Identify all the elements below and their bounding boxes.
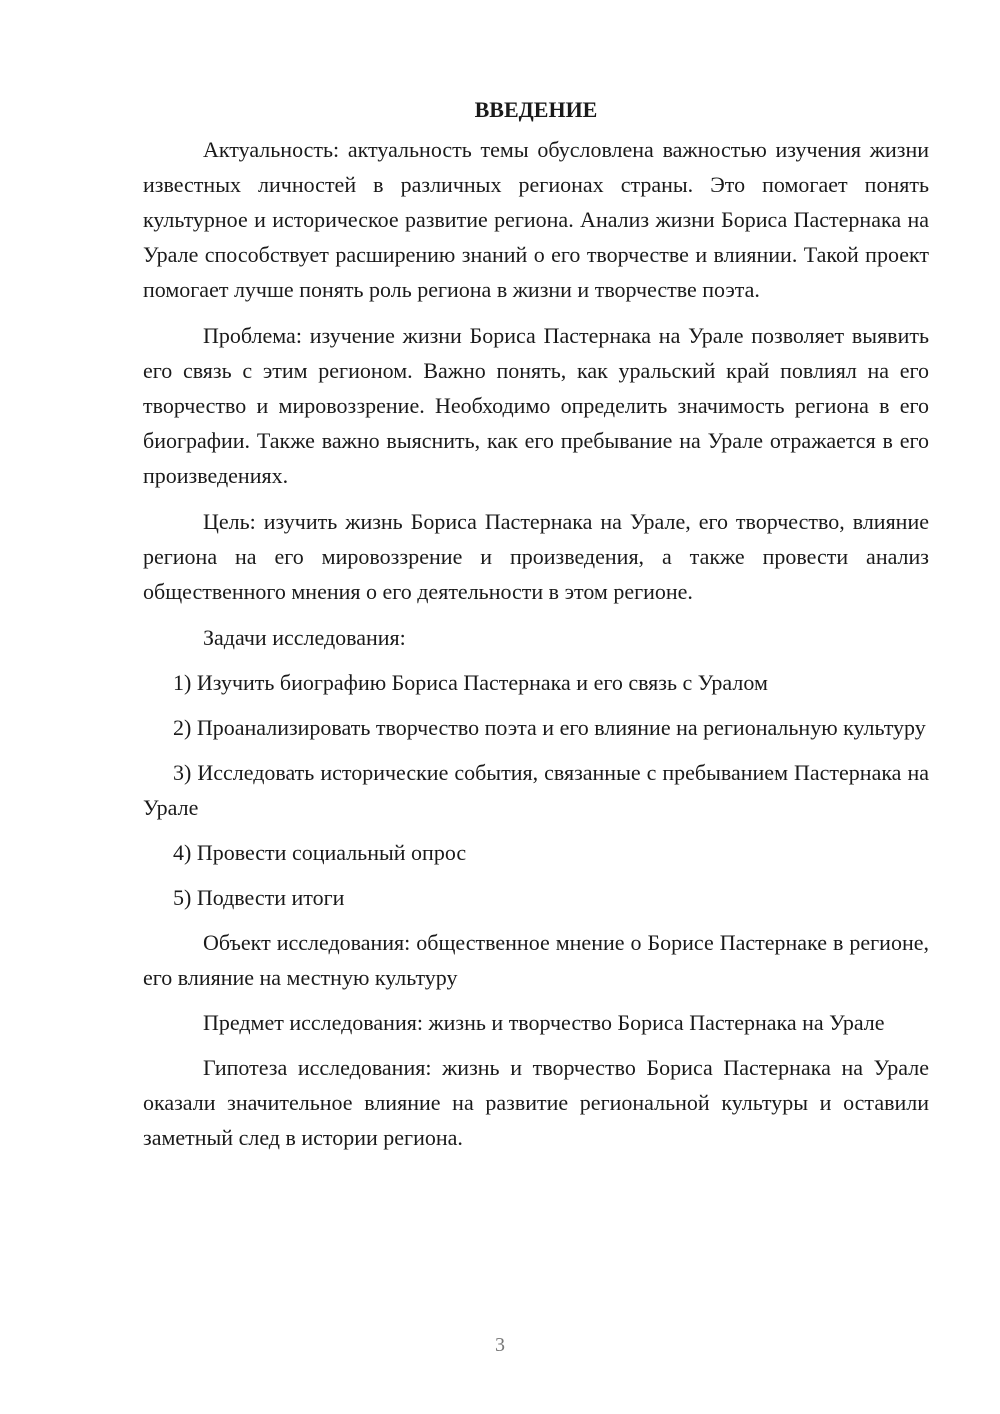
paragraph-goal: Цель: изучить жизнь Бориса Пастернака на Урале, его творчество, влияние региона на его мировоззрение и произведения, а также провести анализ общественного мнения о его деятельности в этом регионе.	[143, 509, 929, 604]
task-item-2: 2) Проанализировать творчество поэта и его влияние на региональную культуру	[173, 715, 926, 740]
tasks-heading: Задачи исследования:	[203, 625, 406, 650]
task-item-1: 1) Изучить биографию Бориса Пастернака и его связь с Уралом	[173, 670, 768, 695]
paragraph-object: Объект исследования: общественное мнение о Борисе Пастернаке в регионе, его влияние на местную культуру	[143, 930, 929, 990]
paragraph-hypothesis: Гипотеза исследования: жизнь и творчество Бориса Пастернака на Урале оказали значительное влияние на развитие региональной культуры и оставили заметный след в истории региона.	[143, 1055, 929, 1150]
page-title: ВВЕДЕНИЕ	[474, 97, 598, 122]
page-number: 3	[495, 1334, 505, 1356]
task-item-5: 5) Подвести итоги	[173, 885, 345, 910]
task-item-4: 4) Провести социальный опрос	[173, 840, 467, 865]
paragraph-problem: Проблема: изучение жизни Бориса Пастернака на Урале позволяет выявить его связь с этим регионом. Важно понять, как уральский край повлиял на его творчество и мировоззрение. Необходимо определить значимость региона в его биографии. Также важно выяснить, как его пребывание на Урале отражается в его произведениях.	[143, 323, 929, 488]
task-item-3: 3) Исследовать исторические события, связанные с пребыванием Пастернака на Урале	[143, 760, 929, 820]
document-page	[143, 92, 929, 1155]
paragraph-subject: Предмет исследования: жизнь и творчество Бориса Пастернака на Урале	[203, 1010, 885, 1035]
paragraph-relevance: Актуальность: актуальность темы обусловлена важностью изучения жизни известных личностей в различных регионах страны. Это помогает понять культурное и историческое развитие региона. Анализ жизни Бориса Пастернака на Урале способствует расширению знаний о его творчестве и влиянии. Такой проект помогает лучше понять роль региона в жизни и творчестве поэта.	[143, 137, 929, 302]
